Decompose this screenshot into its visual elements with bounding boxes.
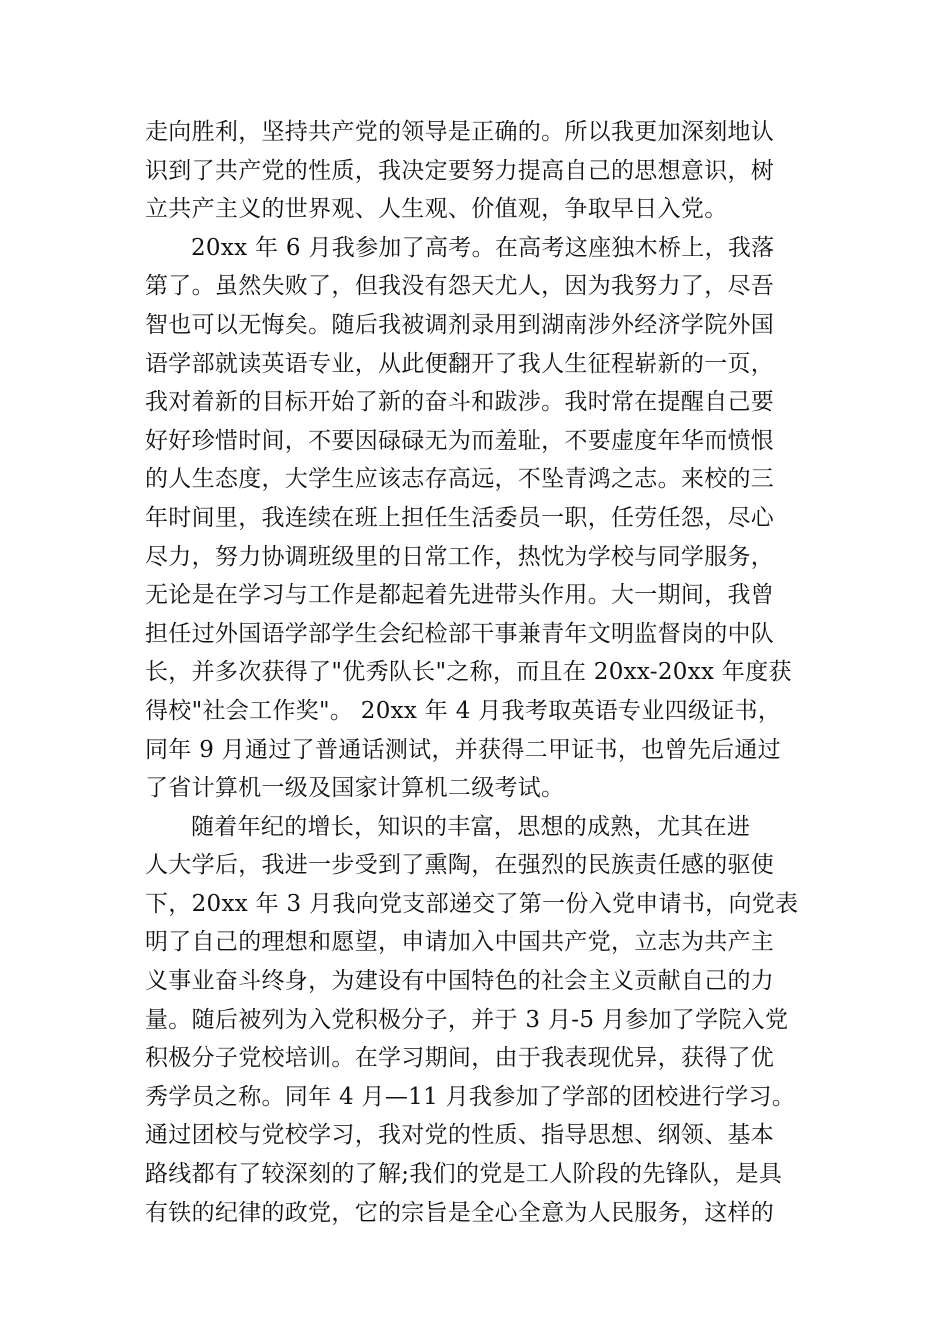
text-line: 年时间里，我连续在班上担任生活委员一职，任劳任怨，尽心 bbox=[145, 504, 775, 531]
text-line: 尽力，努力协调班级里的日常工作，热忱为学校与同学服务， bbox=[145, 543, 775, 570]
text-line: 担任过外国语学部学生会纪检部干事兼青年文明监督岗的中队 bbox=[145, 620, 775, 647]
text-line: 通过团校与党校学习，我对党的性质、指导思想、纲领、基本 bbox=[145, 1122, 775, 1149]
paragraph-1 bbox=[145, 113, 797, 229]
document-body bbox=[145, 113, 797, 1232]
text-line: 明了自己的理想和愿望，申请加入中国共产党，立志为共产主 bbox=[145, 929, 775, 956]
text-line: 语学部就读英语专业，从此便翻开了我人生征程崭新的一页， bbox=[145, 350, 775, 377]
text-line: 的人生态度，大学生应该志存高远，不坠青鸿之志。来校的三 bbox=[145, 466, 775, 493]
text-line: 同年 9 月通过了普通话测试，并获得二甲证书，也曾先后通过 bbox=[145, 736, 781, 763]
text-line: 走向胜利，坚持共产党的领导是正确的。所以我更加深刻地认 bbox=[145, 119, 775, 145]
text-line: 立共产主义的世界观、人生观、价值观，争取早日入党。 bbox=[145, 196, 728, 223]
text-line: 路线都有了较深刻的了解;我们的党是工人阶段的先锋队，是具 bbox=[145, 1161, 783, 1188]
text-line: 随着年纪的增长，知识的丰富，思想的成熟，尤其在进 bbox=[191, 813, 751, 840]
paragraph-2 bbox=[145, 229, 797, 808]
paragraph-3 bbox=[145, 808, 797, 1233]
text-line: 20xx 年 6 月我参加了高考。在高考这座独木桥上，我落 bbox=[191, 234, 775, 261]
text-line: 积极分子党校培训。在学习期间，由于我表现优异，获得了优 bbox=[145, 1045, 775, 1072]
text-line: 长，并多次获得了"优秀队长"之称，而且在 20xx-20xx 年度获 bbox=[145, 659, 792, 686]
text-line: 秀学员之称。同年 4 月—11 月我参加了学部的团校进行学习。 bbox=[145, 1083, 796, 1110]
text-line: 下，20xx 年 3 月我向党支部递交了第一份入党申请书，向党表 bbox=[145, 890, 799, 917]
text-line: 识到了共产党的性质，我决定要努力提高自己的思想意识，树 bbox=[145, 157, 775, 184]
text-line: 智也可以无悔矣。随后我被调剂录用到湖南涉外经济学院外国 bbox=[145, 311, 775, 338]
text-line: 了省计算机一级及国家计算机二级考试。 bbox=[145, 775, 565, 802]
text-line: 好好珍惜时间，不要因碌碌无为而羞耻，不要虚度年华而愤恨 bbox=[145, 427, 775, 454]
text-line: 无论是在学习与工作是都起着先进带头作用。大一期间，我曾 bbox=[145, 582, 775, 609]
text-line: 义事业奋斗终身，为建设有中国特色的社会主义贡献自己的力 bbox=[145, 968, 775, 995]
text-line: 第了。虽然失败了，但我没有怨天尤人，因为我努力了，尽吾 bbox=[145, 273, 775, 300]
text-line: 量。随后被列为入党积极分子，并于 3 月-5 月参加了学院入党 bbox=[145, 1006, 789, 1033]
text-line: 得校"社会工作奖"。 20xx 年 4 月我考取英语专业四级证书， bbox=[145, 697, 782, 724]
text-line: 我对着新的目标开始了新的奋斗和跋涉。我时常在提醒自己要 bbox=[145, 389, 775, 416]
text-line: 有铁的纪律的政党，它的宗旨是全心全意为人民服务，这样的 bbox=[145, 1199, 775, 1226]
text-line: 人大学后，我进一步受到了熏陶，在强烈的民族责任感的驱使 bbox=[145, 852, 775, 879]
